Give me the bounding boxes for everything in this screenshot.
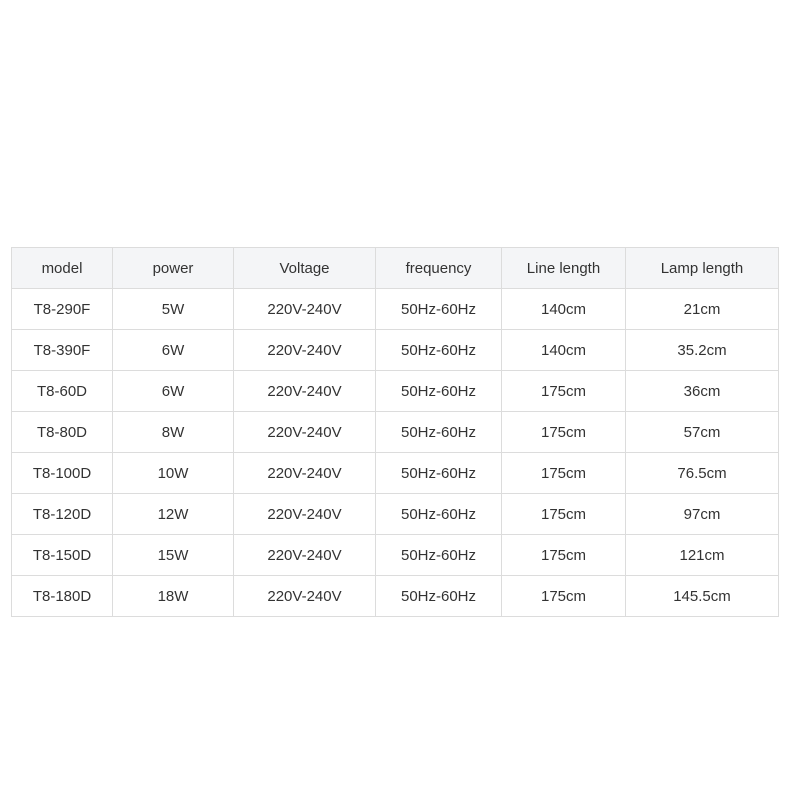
cell-frequency: 50Hz-60Hz (376, 330, 502, 371)
cell-power: 15W (113, 535, 234, 576)
cell-voltage: 220V-240V (234, 494, 376, 535)
table-row (12, 535, 779, 576)
cell-line-length: 175cm (502, 494, 626, 535)
cell-voltage: 220V-240V (234, 371, 376, 412)
cell-model: T8-80D (12, 412, 113, 453)
cell-power: 6W (113, 371, 234, 412)
cell-lamp-length: 145.5cm (626, 576, 779, 617)
cell-frequency: 50Hz-60Hz (376, 494, 502, 535)
cell-voltage: 220V-240V (234, 412, 376, 453)
cell-lamp-length: 121cm (626, 535, 779, 576)
cell-model: T8-60D (12, 371, 113, 412)
cell-model: T8-390F (12, 330, 113, 371)
table-row (12, 371, 779, 412)
cell-model: T8-120D (12, 494, 113, 535)
cell-model: T8-150D (12, 535, 113, 576)
cell-frequency: 50Hz-60Hz (376, 412, 502, 453)
spec-table (11, 247, 779, 617)
header-model: model (12, 248, 113, 289)
cell-frequency: 50Hz-60Hz (376, 535, 502, 576)
cell-line-length: 175cm (502, 371, 626, 412)
cell-frequency: 50Hz-60Hz (376, 289, 502, 330)
header-lamp-length: Lamp length (626, 248, 779, 289)
header-voltage: Voltage (234, 248, 376, 289)
cell-voltage: 220V-240V (234, 330, 376, 371)
cell-power: 6W (113, 330, 234, 371)
cell-power: 18W (113, 576, 234, 617)
table-row (12, 289, 779, 330)
cell-model: T8-290F (12, 289, 113, 330)
cell-voltage: 220V-240V (234, 576, 376, 617)
cell-voltage: 220V-240V (234, 535, 376, 576)
cell-lamp-length: 97cm (626, 494, 779, 535)
table-row (12, 330, 779, 371)
cell-line-length: 175cm (502, 576, 626, 617)
table-header-row (12, 248, 779, 289)
cell-power: 12W (113, 494, 234, 535)
cell-voltage: 220V-240V (234, 289, 376, 330)
table-row (12, 412, 779, 453)
cell-line-length: 140cm (502, 289, 626, 330)
cell-lamp-length: 57cm (626, 412, 779, 453)
cell-model: T8-180D (12, 576, 113, 617)
cell-line-length: 140cm (502, 330, 626, 371)
table-row (12, 453, 779, 494)
cell-power: 10W (113, 453, 234, 494)
header-power: power (113, 248, 234, 289)
cell-lamp-length: 36cm (626, 371, 779, 412)
cell-frequency: 50Hz-60Hz (376, 453, 502, 494)
header-line-length: Line length (502, 248, 626, 289)
cell-lamp-length: 76.5cm (626, 453, 779, 494)
cell-power: 8W (113, 412, 234, 453)
cell-frequency: 50Hz-60Hz (376, 576, 502, 617)
cell-line-length: 175cm (502, 535, 626, 576)
header-frequency: frequency (376, 248, 502, 289)
cell-voltage: 220V-240V (234, 453, 376, 494)
cell-line-length: 175cm (502, 453, 626, 494)
cell-lamp-length: 21cm (626, 289, 779, 330)
table-row (12, 494, 779, 535)
cell-frequency: 50Hz-60Hz (376, 371, 502, 412)
cell-model: T8-100D (12, 453, 113, 494)
cell-lamp-length: 35.2cm (626, 330, 779, 371)
table-row (12, 576, 779, 617)
cell-power: 5W (113, 289, 234, 330)
cell-line-length: 175cm (502, 412, 626, 453)
